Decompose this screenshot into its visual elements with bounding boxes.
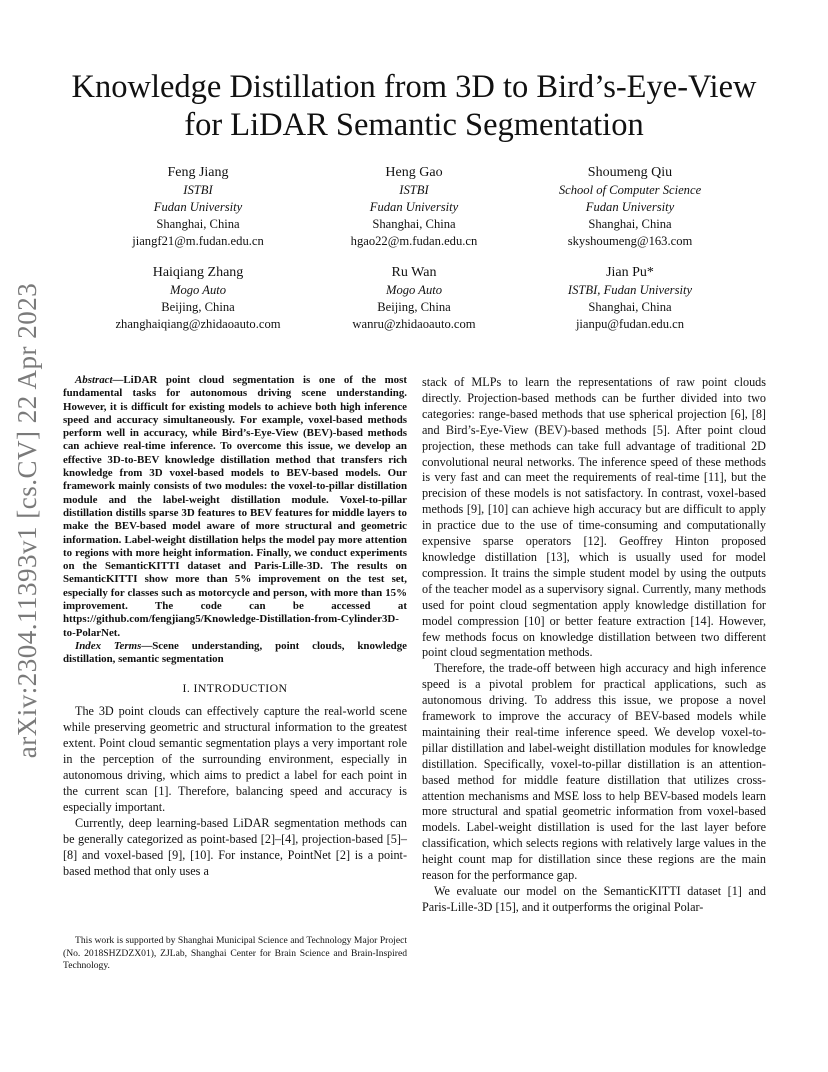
arxiv-identifier: [8, 280, 48, 760]
index-terms-text: —Scene understanding, point clouds, knowledge distillation, semantic segmentation: [63, 639, 407, 666]
paper-title: Knowledge Distillation from 3D to Bird’s-Eye-View for LiDAR Semantic Segmentation: [71, 69, 757, 143]
abstract-text: —LiDAR point cloud segmentation is one of the most fundamental tasks for autonomous driving scene understanding. However, it is difficult for existing models to achieve both high inference speed and accuracy simultaneously. For example, voxel-based methods perform well in accuracy, while Bird’s-Eye-View (BEV)-based methods can achieve real-time inference. To overcome this issue, we develop an effective 3D-to-BEV knowledge distillation method that transfers rich knowledge from 3D voxel-based models to BEV-based models. Our framework mainly consists of two modules: the voxel-to-pillar distillation module and the label-weight distillation module. Voxel-to-pillar distillation distills sparse 3D features to BEV features for middle layers to make the BEV-based model aware of more structural and geometric information. Label-weight distillation helps the model pay more attention to regions with more height information. Finally, we conduct experiments on the SemanticKITTI dataset and Paris-Lille-3D. The results on SemanticKITTI show more than 5% improvement on the test set, especially for classes such as motorcycle and person, with more than 15% improvement. The code can be accessed at https://github.com/fengjiang5/Knowledge-Distillation-from-Cylinder3D-to-PolarNet.: [63, 374, 407, 639]
right-paragraph-2: Therefore, the trade-off between high accuracy and high inference speed is a pivotal problem for practical applications, such as autonomous driving. To address this issue, we propose a novel framework to improve the accuracy of BEV-based models while maintaining their real-time inference speed. We develop voxel-to-pillar distillation and label-weight distillation modules for knowledge distillation. Specifically, voxel-to-pillar distillation is an attention-based method for middle feature distillation that utilizes cross-attention mechanisms and MSE loss to help BEV-based models learn more structural and spatial geometric information from voxel-based models. Label-weight distillation is used for the last layer before classification, which selects regions with relatively large values in the height count map for distillation since these regions are the main reason for the performance gap.: [422, 661, 766, 883]
author-affiliation: Fudan University: [153, 200, 243, 214]
author-affiliation: Fudan University: [585, 200, 675, 214]
author-affiliation: Fudan University: [369, 200, 459, 214]
author-affiliation: Mogo Auto: [385, 283, 443, 297]
author-row-1: [90, 164, 738, 250]
author-ru-wan: [306, 264, 522, 333]
author-name: Ru Wan: [391, 265, 437, 280]
author-location: Shanghai, China: [372, 217, 456, 231]
section-heading-introduction: I. INTRODUCTION: [182, 680, 288, 695]
author-shoumeng-qiu: [522, 164, 738, 250]
arxiv-identifier-text: arXiv:2304.11393v1 [cs.CV] 22 Apr 2023: [12, 282, 43, 758]
intro-paragraph-2: Currently, deep learning-based LiDAR segmentation methods can be generally categorized as point-based [2]–[4], projection-based [5]–[8] and voxel-based [9], [10]. For instance, PointNet [2] is a point-based method that only uses a: [63, 815, 407, 878]
author-location: Beijing, China: [377, 300, 451, 314]
abstract-label: Abstract: [75, 374, 113, 386]
author-haiqiang-zhang: [90, 264, 306, 333]
right-column: [422, 375, 766, 916]
author-affiliation: ISTBI, Fudan University: [567, 283, 693, 297]
right-paragraph-1: stack of MLPs to learn the representations of raw point clouds directly. Projection-based methods can be further divided into two categories: range-based methods that use spherical projection [6], [8] and Bird’s-Eye-View (BEV)-based methods [5]. After point cloud projection, these methods can take full advantage of traditional 2D convolutional neural networks. The inference speed of these methods is very fast and can meet the requirements of real-time [11], but the precision of these models is not satisfactory. In contrast, voxel-based methods [9], [10] can achieve high accuracy but are difficult to apply in practice due to the use of time-consuming and computationally expensive sparse operators [12]. Geoffrey Hinton proposed knowledge distillation [13], which is usually used for model compression. It trains the simple student model by using the outputs of the teacher model as a supervisory signal. Currently, many methods used for point cloud segmentation apply knowledge distillation for model compression [10] or better feature extraction [14]. However, few methods focus on knowledge distillation between two different point cloud segmentation methods.: [422, 375, 766, 660]
right-paragraph-3: We evaluate our model on the SemanticKITTI dataset [1] and Paris-Lille-3D [15], and it outperforms the original Polar-: [422, 884, 766, 914]
author-affiliation: ISTBI: [399, 183, 429, 197]
author-jian-pu: [522, 264, 738, 333]
author-heng-gao: [306, 164, 522, 250]
author-name: Jian Pu*: [606, 265, 654, 280]
author-location: Shanghai, China: [588, 300, 672, 314]
author-location: Beijing, China: [161, 300, 235, 314]
intro-paragraph-1: The 3D point clouds can effectively capture the real-world scene while preserving geometric and structural information to the greatest extent. Point cloud semantic segmentation plays a very important role in the perception of the surrounding environment, especially in autonomous driving, which aims to predict a label for each point in the current scan [1]. Therefore, balancing speed and accuracy is especially important.: [63, 704, 407, 814]
author-feng-jiang: [90, 164, 306, 250]
index-terms-label: Index Terms: [75, 639, 142, 652]
author-affiliation: Mogo Auto: [169, 283, 227, 297]
author-location: Shanghai, China: [588, 217, 672, 231]
author-block: [90, 164, 738, 347]
author-affiliation: School of Computer Science: [558, 183, 702, 197]
author-email: hgao22@m.fudan.edu.cn: [350, 234, 478, 248]
left-column: [63, 374, 407, 879]
author-name: Heng Gao: [385, 165, 443, 180]
author-email: jiangf21@m.fudan.edu.cn: [132, 234, 264, 248]
author-name: Haiqiang Zhang: [152, 265, 244, 280]
author-email: jianpu@fudan.edu.cn: [575, 317, 685, 331]
author-email: zhanghaiqiang@zhidaoauto.com: [115, 317, 281, 331]
author-row-2: [90, 264, 738, 333]
author-location: Shanghai, China: [156, 217, 240, 231]
author-name: Feng Jiang: [167, 165, 229, 180]
funding-footnote: This work is supported by Shanghai Municipal Science and Technology Major Project (No. 2018SHZDZX01), ZJLab, Shanghai Center for Brain Science and Brain-Inspired Technology.: [63, 935, 407, 972]
index-terms: [63, 640, 407, 667]
abstract: [63, 374, 407, 640]
author-email: wanru@zhidaoauto.com: [352, 317, 476, 331]
author-email: skyshoumeng@163.com: [567, 234, 693, 248]
author-name: Shoumeng Qiu: [587, 165, 673, 180]
author-affiliation: ISTBI: [183, 183, 213, 197]
